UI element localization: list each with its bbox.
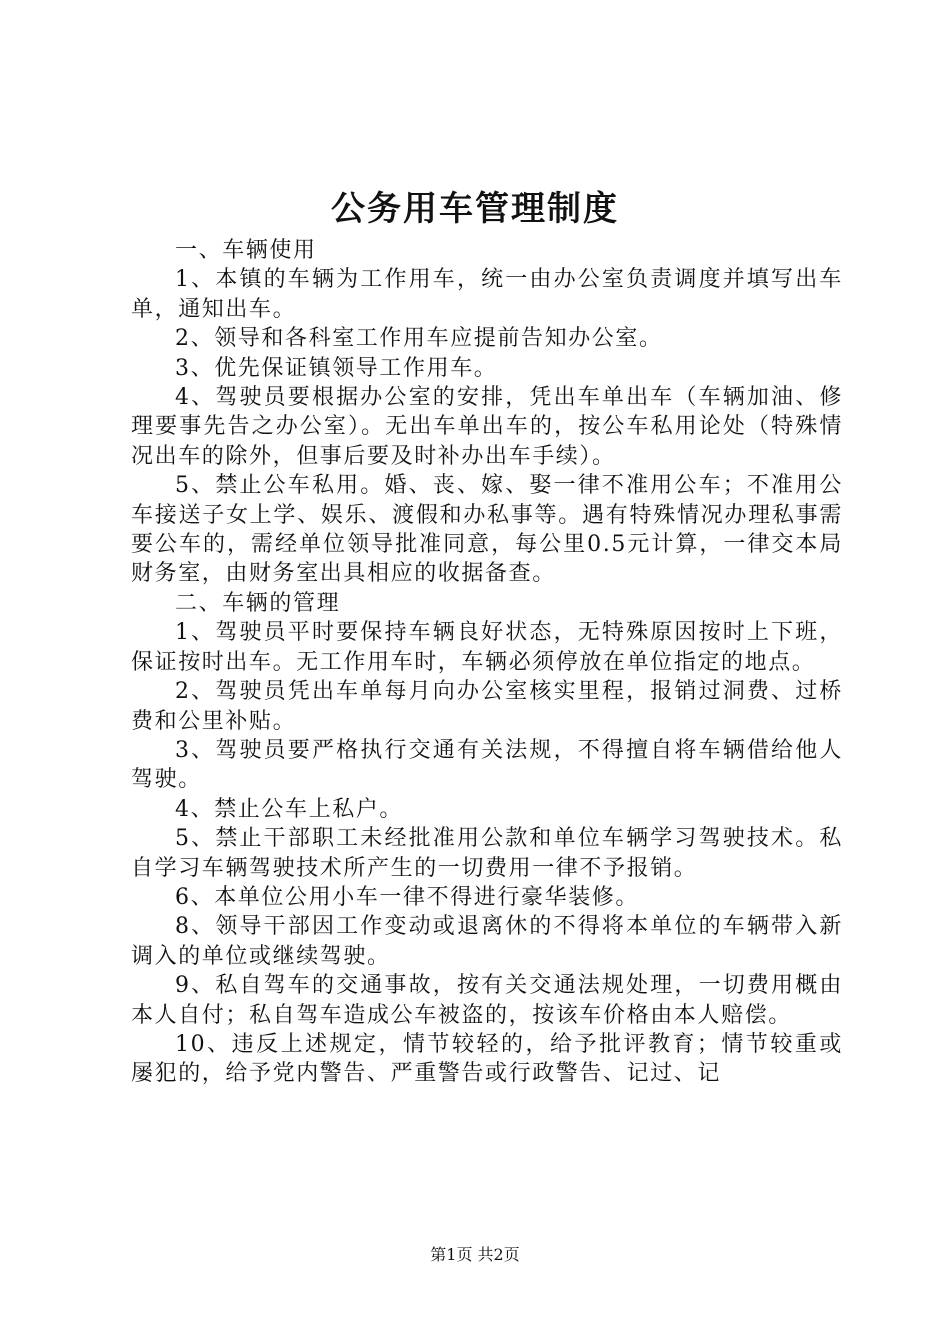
paragraph: 3、优先保证镇领导工作用车。 — [175, 355, 498, 381]
document-body — [131, 236, 843, 1089]
section-heading-vehicle-management: 二、车辆的管理 — [175, 590, 341, 616]
section-heading-vehicle-use: 一、车辆使用 — [175, 238, 317, 263]
paragraph: 10、违反上述规定，情节较轻的，给予批评教育；情节较重或屡犯的，给予党内警告、严重警告或行政警告、记过、记 — [131, 1031, 843, 1087]
paragraph: 1、驾驶员平时要保持车辆良好状态，无特殊原因按时上下班，保证按时出车。无工作用车时，车辆必须停放在单位指定的地点。 — [131, 620, 843, 675]
paragraph: 1、本镇的车辆为工作用车，统一由办公室负责调度并填写出车单，通知出车。 — [131, 267, 843, 322]
paragraph: 9、私自驾车的交通事故，按有关交通法规处理，一切费用概由本人自付；私自驾车造成公车被盗的，按该车价格由本人赔偿。 — [131, 973, 843, 1028]
paragraph: 4、驾驶员要根据办公室的安排，凭出车单出车（车辆加油、修理要事先告之办公室）。无出车单出车的，按公车私用论处（特殊情况出车的除外，但事后要及时补办出车手续）。 — [131, 385, 843, 469]
paragraph: 5、禁止干部职工未经批准用公款和单位车辆学习驾驶技术。私自学习车辆驾驶技术所产生的一切费用一律不予报销。 — [131, 826, 843, 881]
paragraph: 5、禁止公车私用。婚、丧、嫁、娶一律不准用公车；不准用公车接送子女上学、娱乐、渡假和办私事等。遇有特殊情况办理私事需要公车的，需经单位领导批准同意，每公里0.5元计算，一律交本局财务室，由财务室出具相应的收据备查。 — [131, 473, 843, 587]
document-title: 公务用车管理制度 — [331, 189, 619, 229]
paragraph: 2、领导和各科室工作用车应提前告知办公室。 — [175, 326, 663, 352]
paragraph: 4、禁止公车上私户。 — [175, 796, 403, 822]
paragraph: 2、驾驶员凭出车单每月向办公室核实里程，报销过洞费、过桥费和公里补贴。 — [131, 679, 843, 734]
paragraph: 3、驾驶员要严格执行交通有关法规，不得擅自将车辆借给他人驾驶。 — [131, 737, 843, 793]
paragraph: 8、领导干部因工作变动或退离休的不得将本单位的车辆带入新调入的单位或继续驾驶。 — [131, 914, 843, 969]
paragraph: 6、本单位公用小车一律不得进行豪华装修。 — [175, 884, 639, 910]
page-footer: 第1页 共2页 — [430, 1245, 520, 1264]
